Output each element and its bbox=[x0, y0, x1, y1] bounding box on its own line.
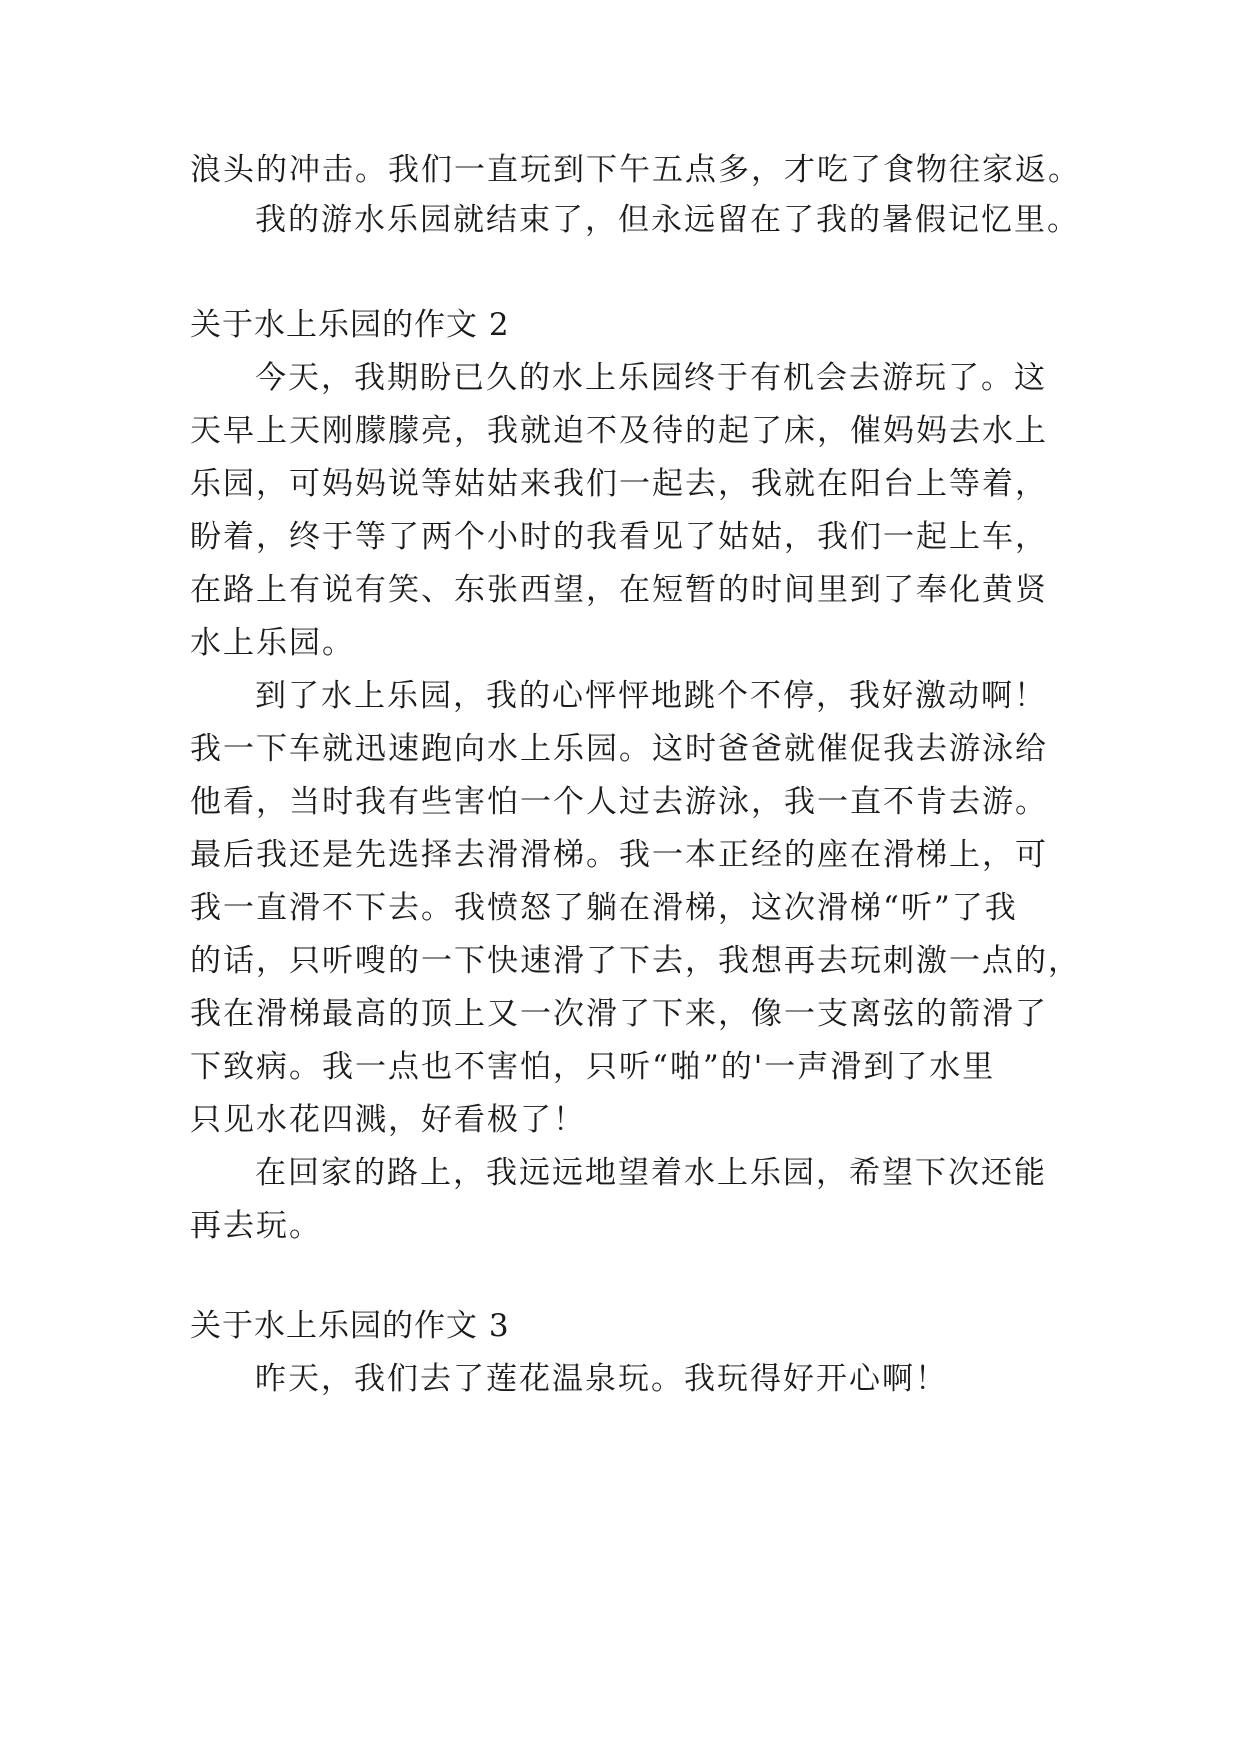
text-line: 浪头的冲击。我们一直玩到下午五点多，才吃了食物往家返。 bbox=[190, 152, 1081, 188]
text-line: 下致病。我一点也不害怕，只听“啪”的'一声滑到了水里 bbox=[190, 1049, 996, 1085]
text-line: 天早上天刚朦朦亮，我就迫不及待的起了床，催妈妈去水上 bbox=[190, 413, 1048, 449]
text-line: 再去玩。 bbox=[190, 1208, 322, 1244]
text-line: 水上乐园。 bbox=[190, 625, 355, 661]
text-line: 今天，我期盼已久的水上乐园终于有机会去游玩了。这 bbox=[255, 360, 1047, 396]
text-line: 盼着，终于等了两个小时的我看见了姑姑，我们一起上车， bbox=[190, 519, 1048, 555]
text-line: 在路上有说有笑、东张西望，在短暂的时间里到了奉化黄贤 bbox=[190, 572, 1048, 608]
text-line: 我在滑梯最高的顶上又一次滑了下来，像一支离弦的箭滑了 bbox=[190, 996, 1048, 1032]
text-line: 我的游水乐园就结束了，但永远留在了我的暑假记忆里。 bbox=[255, 202, 1080, 238]
text-line: 我一下车就迅速跑向水上乐园。这时爸爸就催促我去游泳给 bbox=[190, 731, 1048, 767]
section-heading: 关于水上乐园的作文 3 bbox=[190, 1308, 510, 1344]
section-heading: 关于水上乐园的作文 2 bbox=[190, 307, 510, 343]
text-line: 在回家的路上，我远远地望着水上乐园，希望下次还能 bbox=[255, 1155, 1047, 1191]
text-line: 最后我还是先选择去滑滑梯。我一本正经的座在滑梯上，可 bbox=[190, 837, 1048, 873]
text-line: 乐园，可妈妈说等姑姑来我们一起去，我就在阳台上等着， bbox=[190, 466, 1048, 502]
text-line: 他看，当时我有些害怕一个人过去游泳，我一直不肯去游。 bbox=[190, 784, 1048, 820]
text-line: 到了水上乐园，我的心怦怦地跳个不停，我好激动啊！ bbox=[255, 678, 1047, 714]
text-line: 只见水花四溅，好看极了！ bbox=[190, 1102, 586, 1138]
text-line: 昨天，我们去了莲花温泉玩。我玩得好开心啊！ bbox=[255, 1361, 948, 1397]
text-line: 我一直滑不下去。我愤怒了躺在滑梯，这次滑梯“听”了我 bbox=[190, 890, 1018, 926]
text-line: 的话，只听嗖的一下快速滑了下去，我想再去玩刺激一点的， bbox=[190, 943, 1081, 979]
